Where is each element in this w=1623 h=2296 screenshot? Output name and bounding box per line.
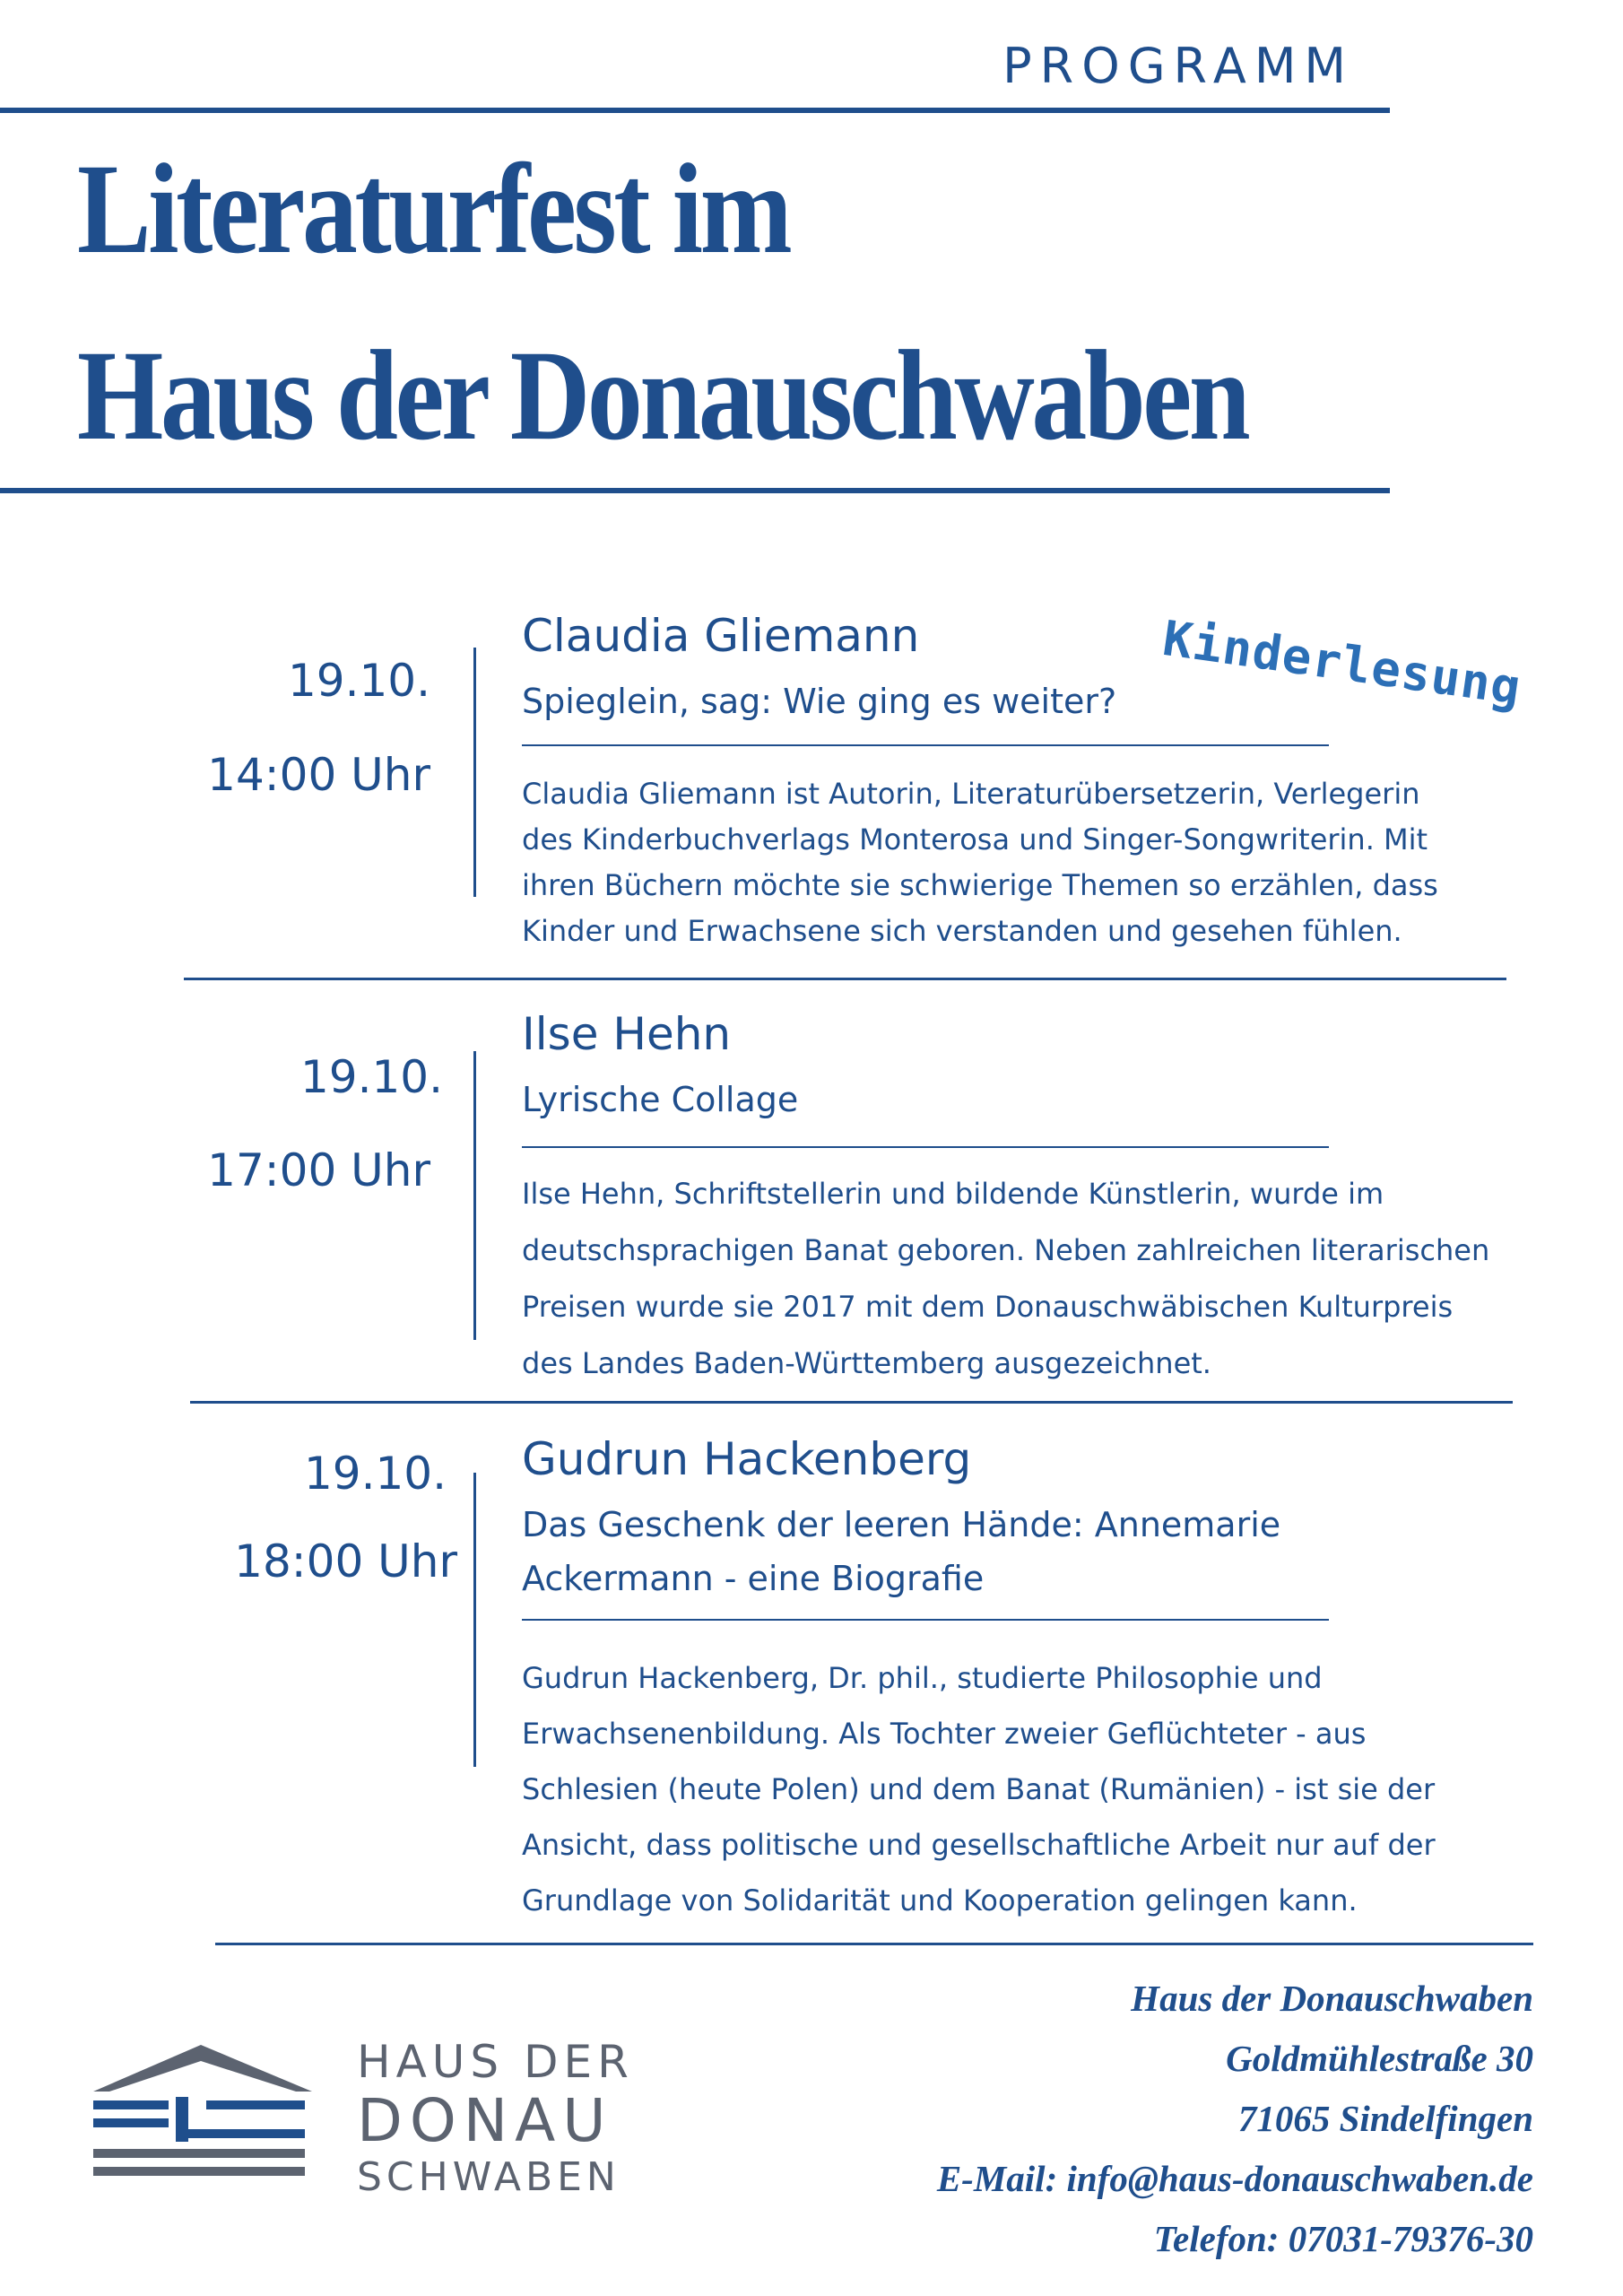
kinderlesung-badge: Kinderlesung — [1159, 610, 1525, 717]
contact-name: Haus der Donauschwaben — [1131, 1978, 1533, 2019]
header-bottom-rule — [0, 488, 1390, 493]
event-title-rule — [522, 1619, 1329, 1621]
event-description: Claudia Gliemann ist Autorin, Literaturübersetzerin, Verlegerin des Kinderbuchverlags Monterosa und Singer-Songwriterin. Mit ihren Büchern möchte sie schwierige Themen so erzählen, dass Kinder und Erwachsene sich verstanden und gesehen fühlen. — [522, 777, 1438, 948]
event-date: 19.10. — [303, 1448, 447, 1500]
event-title: Lyrische Collage — [522, 1080, 799, 1119]
title-line-2: Haus der Donauschwaben — [77, 325, 1248, 467]
event-author: Ilse Hehn — [522, 1008, 732, 1060]
contact-city: 71065 Sindelfingen — [1237, 2098, 1533, 2139]
event-time: 14:00 Uhr — [207, 749, 430, 801]
event-description: Gudrun Hackenberg, Dr. phil., studierte Philosophie und Erwachsenenbildung. Als Tochter zweier Geflüchteter - aus Schlesien (heute Polen) und dem Banat (Rumänien) - ist sie der Ansicht, dass politische und gesellschaftliche Arbeit nur auf der Grundlage von Solidarität und Kooperation gelingen kann. — [522, 1661, 1436, 1918]
event-title: Spieglein, sag: Wie ging es weiter? — [522, 682, 1117, 721]
contact-email[interactable]: E-Mail: info@haus-donauschwaben.de — [936, 2158, 1533, 2199]
event-separator — [190, 1401, 1513, 1404]
logo-line-3: SCHWABEN — [357, 2154, 621, 2200]
event-description: Ilse Hehn, Schriftstellerin und bildende Künstlerin, wurde im deutschsprachigen Banat geboren. Neben zahlreichen literarischen Preisen wurde sie 2017 mit dem Donauschwäbischen Kulturpreis des Landes Baden-Württemberg ausgezeichnet. — [522, 1177, 1490, 1380]
page-title — [77, 117, 1247, 490]
event-title: Das Geschenk der leeren Hände: Annemarie Ackermann - eine Biografie — [522, 1505, 1281, 1598]
logo-wordmark — [357, 2034, 634, 2203]
contact-phone[interactable]: Telefon: 07031-79376-30 — [1153, 2218, 1533, 2259]
event-separator — [184, 978, 1506, 980]
logo-line-1: HAUS DER — [357, 2036, 634, 2088]
event-divider — [473, 1051, 476, 1340]
logo-emblem-icon — [86, 2043, 319, 2192]
header-top-rule — [0, 108, 1390, 113]
contact-street: Goldmühlestraße 30 — [1226, 2038, 1533, 2079]
event-title-rule — [522, 744, 1329, 746]
event-time: 17:00 Uhr — [207, 1144, 430, 1196]
program-label: PROGRAMM — [1002, 38, 1354, 94]
event-author: Gudrun Hackenberg — [522, 1433, 972, 1485]
footer-rule — [215, 1943, 1533, 1945]
event-title-rule — [522, 1146, 1329, 1148]
event-date: 19.10. — [299, 1051, 443, 1103]
event-divider — [473, 648, 476, 897]
event-time: 18:00 Uhr — [234, 1535, 457, 1587]
title-line-1: Literaturfest im — [77, 138, 790, 281]
contact-block — [937, 1969, 1533, 2269]
event-divider — [473, 1473, 476, 1767]
event-date: 19.10. — [287, 655, 430, 707]
logo-line-2: DONAU — [357, 2086, 613, 2155]
event-author: Claudia Gliemann — [522, 610, 920, 662]
